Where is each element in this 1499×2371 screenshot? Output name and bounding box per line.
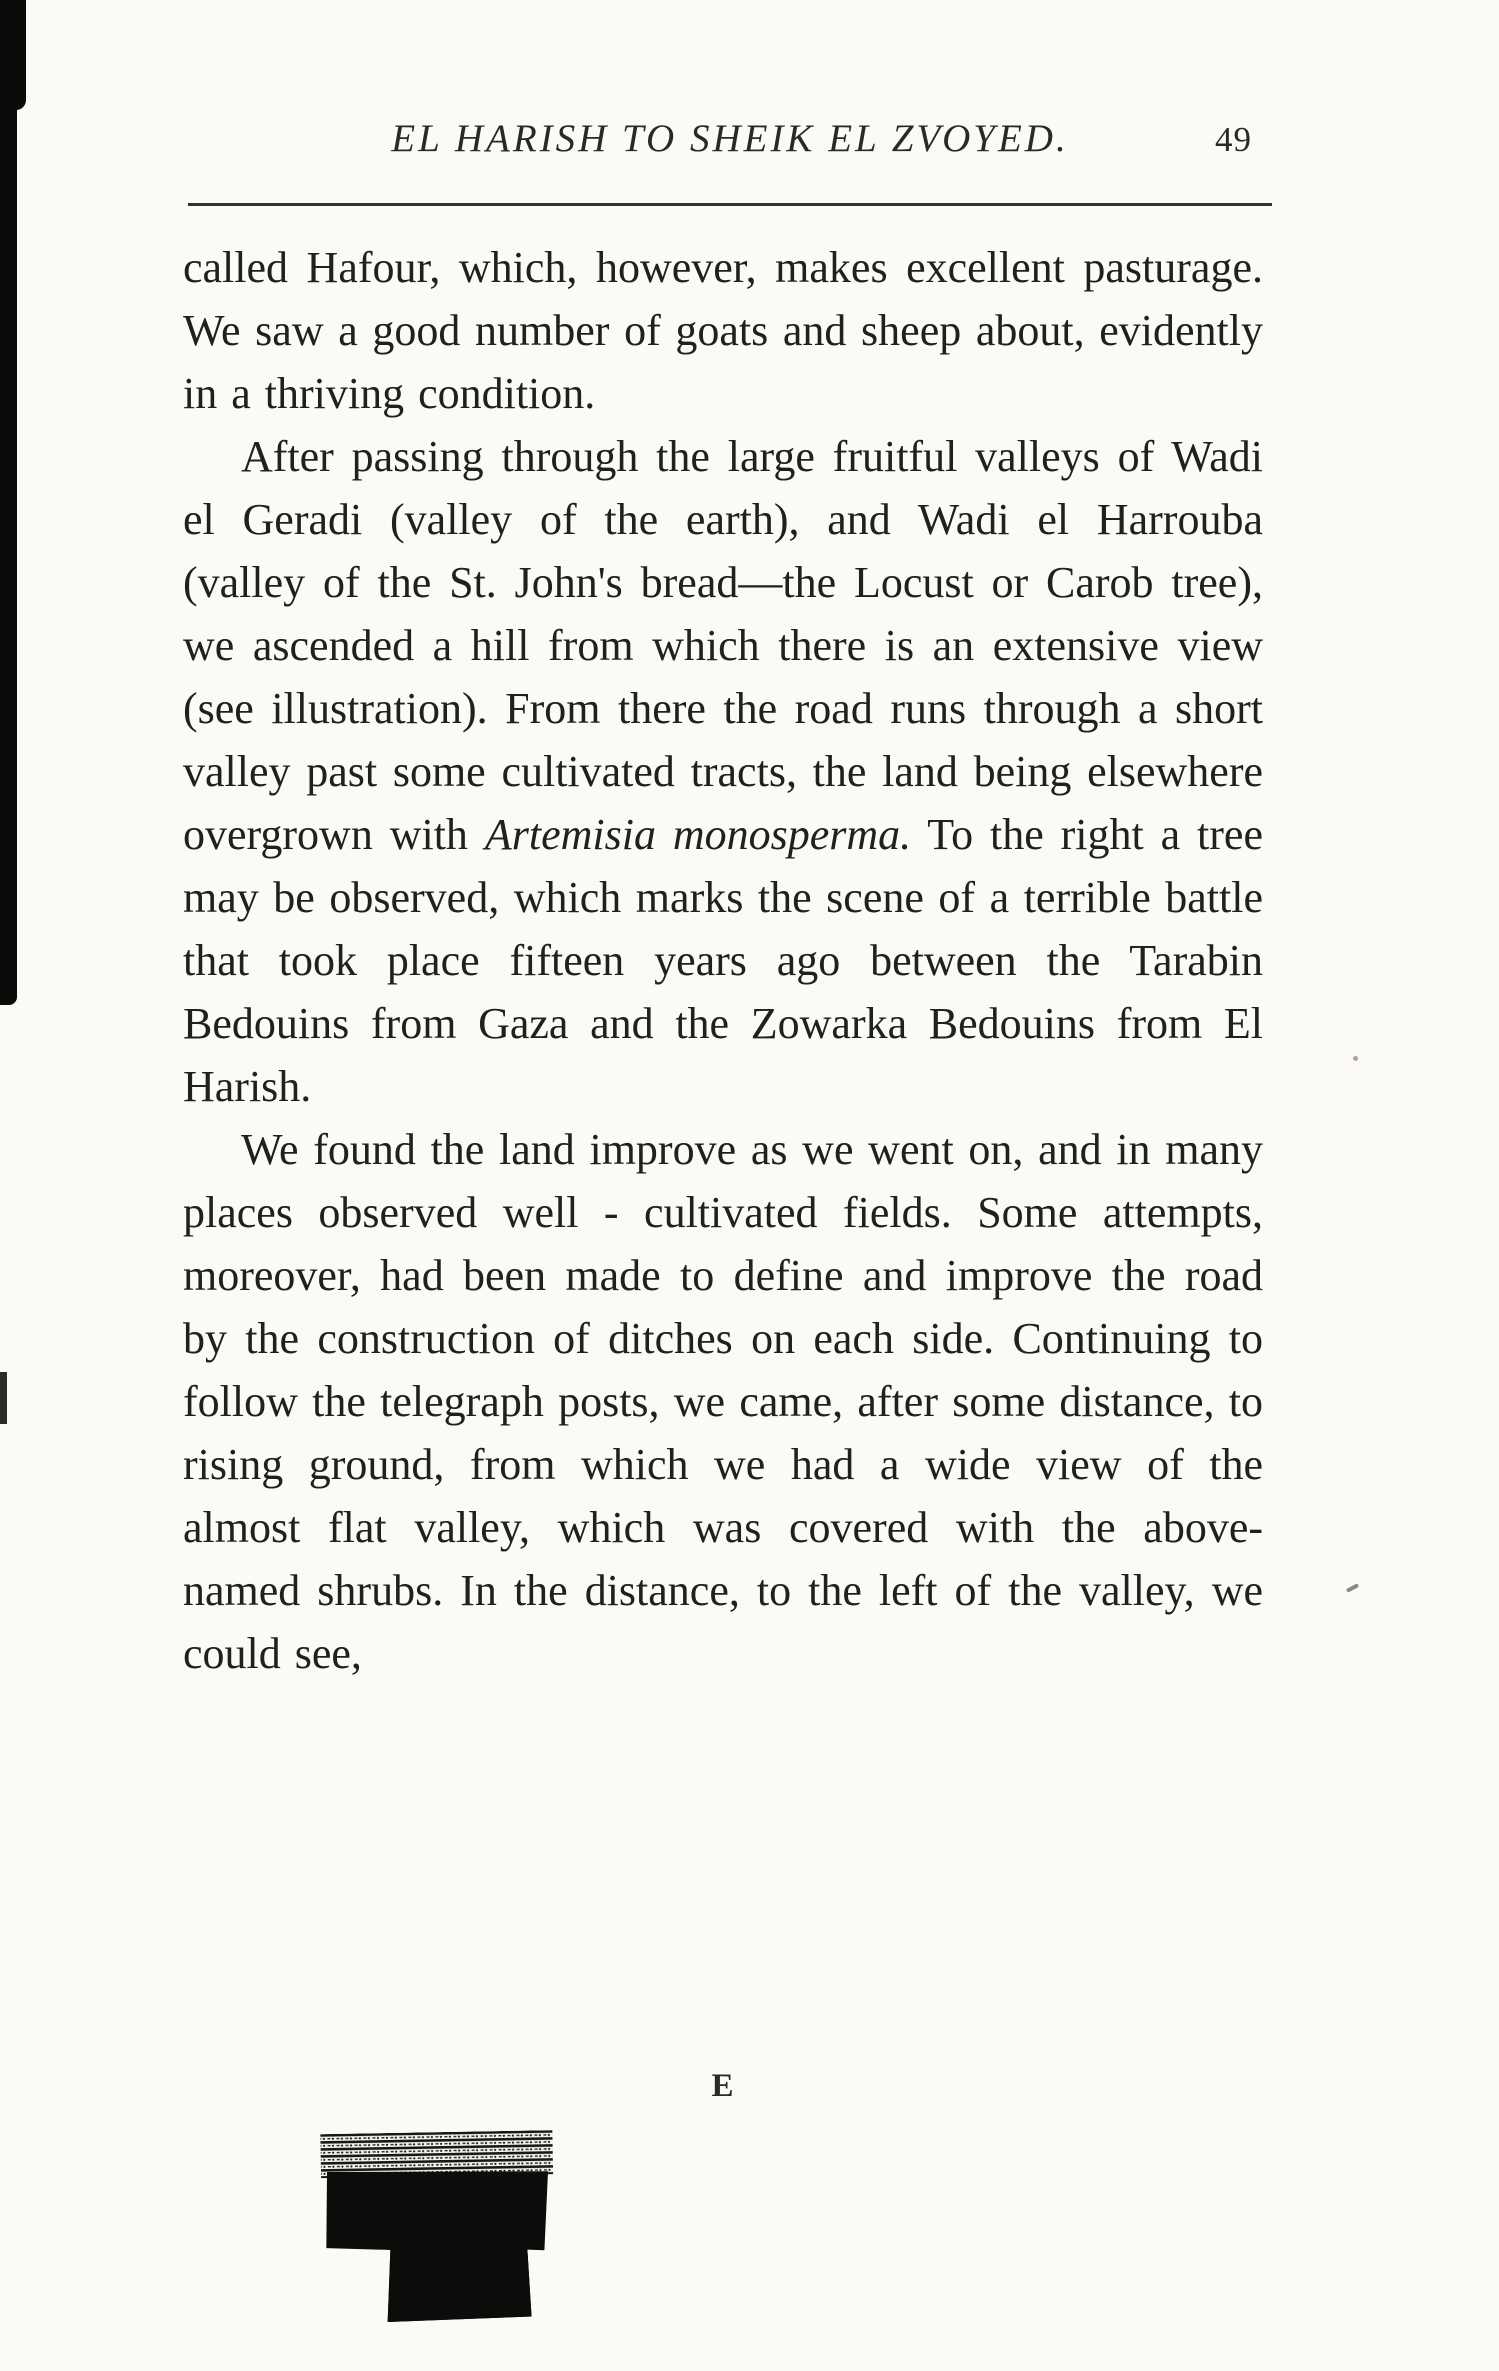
paragraph xyxy=(183,1118,1263,1685)
binding-shadow-corner xyxy=(0,0,26,110)
header-rule xyxy=(188,203,1272,206)
italic-species-name: Artemisia monosperma. xyxy=(484,810,912,859)
binding-mark xyxy=(0,1372,7,1424)
signature-mark: E xyxy=(711,2068,735,2104)
running-title: EL HARISH TO SHEIK EL ZVOYED. xyxy=(391,117,1069,160)
page-header xyxy=(190,116,1270,168)
paragraph xyxy=(183,425,1263,1118)
body-text xyxy=(183,236,1263,1685)
scan-speck xyxy=(1346,1583,1359,1593)
text-run: After passing through the large fruitful valleys of Wadi el Geradi (valley of the earth), and Wadi el Harrouba (valley of the St. John's bread—the Locust or Carob tree), we ascended a hill from which there is an extensive view (see illustration). From there the road runs through a short valley past some cultivated tracts, the land being elsewhere overgrown with xyxy=(183,432,1263,859)
page-number: 49 xyxy=(1215,120,1252,159)
text-run: We found the land improve as we went on, and in many places observed well - cultivated fields. Some attempts, moreover, had been made to define and improve the road by the construction of ditches on each side. Continuing to follow the telegraph posts, we came, after some distance, to rising ground, from which we had a wide view of the almost flat valley, which was covered with the above-named shrubs. In the distance, to the left of the valley, we could see, xyxy=(183,1125,1263,1678)
text-run: To the right a tree may be observed, which marks the scene of a terrible battle that took place fifteen years ago between the Tarabin Bedouins from Gaza and the Zowarka Bedouins from El Harish. xyxy=(183,810,1263,1111)
binding-shadow-bar xyxy=(0,0,17,1005)
paragraph xyxy=(183,236,1263,425)
ink-blot xyxy=(318,2130,571,2326)
text-run: called Hafour, which, however, makes excellent pasturage. We saw a good number of goats and sheep about, evidently in a thriving condition. xyxy=(183,243,1263,418)
scan-speck xyxy=(1353,1056,1358,1061)
